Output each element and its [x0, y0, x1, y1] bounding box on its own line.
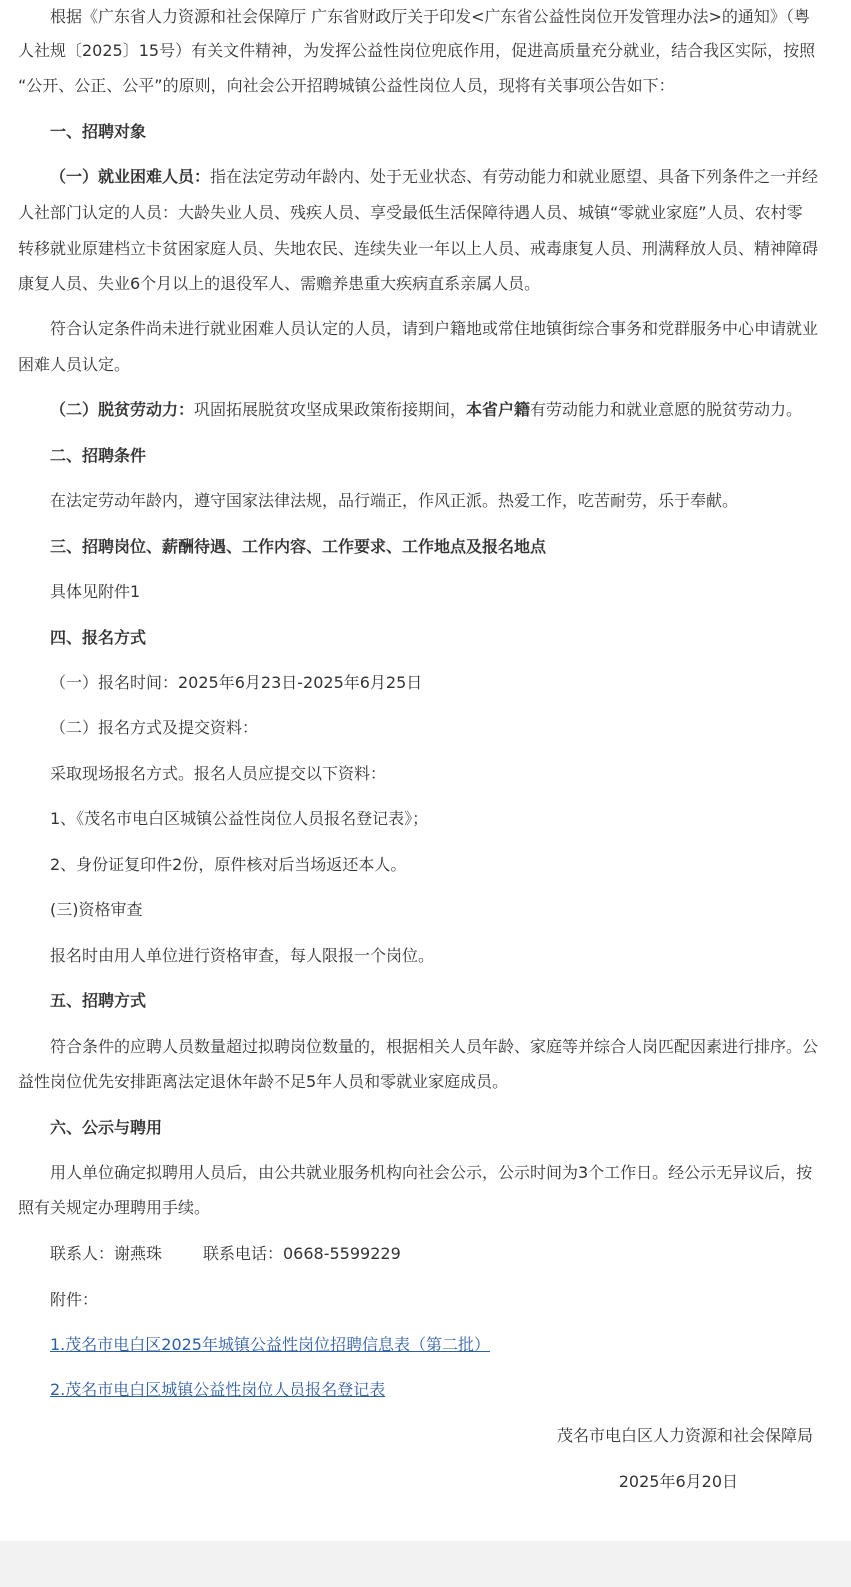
intro-line-3: “公开、公正、公平”的原则，向社会公开招聘城镇公益性岗位人员，现将有关事项公告如下： — [18, 76, 675, 95]
paragraph-line: 符合认定条件尚未进行就业困难人员认定的人员，请到户籍地或常住地镇街综合事务和党群服务中心申请就业 — [50, 319, 819, 338]
paragraph-difficult-employment — [50, 166, 818, 188]
intro-line-2: 人社规〔2025〕15号）有关文件精神，为发挥公益性岗位兜底作用，促进高质量充分就业，结合我区实际，按照 — [18, 41, 816, 60]
attachment-link-1[interactable]: 1.茂名市电白区2025年城镇公益性岗位招聘信息表（第二批） — [50, 1335, 490, 1354]
paragraph-line: 人社部门认定的人员：大龄失业人员、残疾人员、享受最低生活保障待遇人员、城镇“零就业家庭”人员、农村零 — [18, 203, 803, 222]
intro-line-1: 根据《广东省人力资源和社会保障厅 广东省财政厅关于印发<广东省公益性岗位开发管理办法>的通知》（粤 — [50, 7, 810, 26]
paragraph-line: 照有关规定办理聘用手续。 — [18, 1198, 211, 1217]
section-heading-1: 一、招聘对象 — [50, 122, 147, 141]
paragraph-line: 转移就业原建档立卡贫困家庭人员、失地农民、连续失业一年以上人员、戒毒康复人员、刑满释放人员、精神障碍 — [18, 239, 819, 258]
signature-date: 2025年6月20日 — [618, 1472, 738, 1491]
section-heading-2: 二、招聘条件 — [50, 446, 147, 465]
attachments-label: 附件： — [50, 1290, 99, 1309]
paragraph-line: （二）报名方式及提交资料： — [50, 718, 259, 737]
contact-person: 联系人：谢燕珠 — [50, 1244, 163, 1263]
paragraph-line: 符合条件的应聘人员数量超过拟聘岗位数量的，根据相关人员年龄、家庭等并综合人岗匹配因素进行排序。公 — [50, 1037, 819, 1056]
paragraph-line: （一）报名时间：2025年6月23日-2025年6月25日 — [50, 673, 423, 692]
paragraph-poverty-labor — [50, 399, 802, 421]
section-heading-3: 三、招聘岗位、薪酬待遇、工作内容、工作要求、工作地点及报名地点 — [50, 537, 547, 556]
paragraph-text: 巩固拓展脱贫攻坚成果政策衔接期间， — [194, 400, 467, 419]
paragraph-text: 指在法定劳动年龄内、处于无业状态、有劳动能力和就业愿望、具备下列条件之一并经 — [210, 167, 819, 186]
paragraph-line: 具体见附件1 — [50, 582, 141, 601]
paragraph-line: 用人单位确定拟聘用人员后，由公共就业服务机构向社会公示，公示时间为3个工作日。经公示无异议后，按 — [50, 1163, 813, 1182]
paragraph-text: 有劳动能力和就业意愿的脱贫劳动力。 — [530, 400, 803, 419]
paragraph-line: 在法定劳动年龄内，遵守国家法律法规，品行端正，作风正派。热爱工作，吃苦耐劳，乐于奉献。 — [50, 491, 739, 510]
contact-phone: 联系电话：0668-5599229 — [203, 1244, 401, 1263]
paragraph-line: 采取现场报名方式。报名人员应提交以下资料： — [50, 764, 387, 783]
paragraph-emphasis: 本省户籍 — [466, 400, 531, 419]
section-heading-4: 四、报名方式 — [50, 628, 147, 647]
paragraph-line: 2、身份证复印件2份，原件核对后当场返还本人。 — [50, 855, 407, 874]
paragraph-line: 康复人员、失业6个月以上的退役军人、需赡养患重大疾病直系亲属人员。 — [18, 274, 541, 293]
paragraph-line: 益性岗位优先安排距离法定退休年龄不足5年人员和零就业家庭成员。 — [18, 1072, 509, 1091]
paragraph-line: 困难人员认定。 — [18, 355, 131, 374]
section-heading-5: 五、招聘方式 — [50, 991, 147, 1010]
section-heading-6: 六、公示与聘用 — [50, 1118, 163, 1137]
paragraph-label: （一）就业困难人员： — [50, 167, 211, 186]
paragraph-label: （二）脱贫劳动力： — [50, 400, 195, 419]
signature-org: 茂名市电白区人力资源和社会保障局 — [556, 1426, 813, 1445]
attachment-link-2[interactable]: 2.茂名市电白区城镇公益性岗位人员报名登记表 — [50, 1380, 386, 1399]
paragraph-line: 1、《茂名市电白区城镇公益性岗位人员报名登记表》； — [50, 809, 429, 828]
paragraph-line: 报名时由用人单位进行资格审查，每人限报一个岗位。 — [50, 946, 435, 965]
page-footer-bar — [0, 1541, 851, 1587]
paragraph-line: (三)资格审查 — [50, 900, 143, 919]
